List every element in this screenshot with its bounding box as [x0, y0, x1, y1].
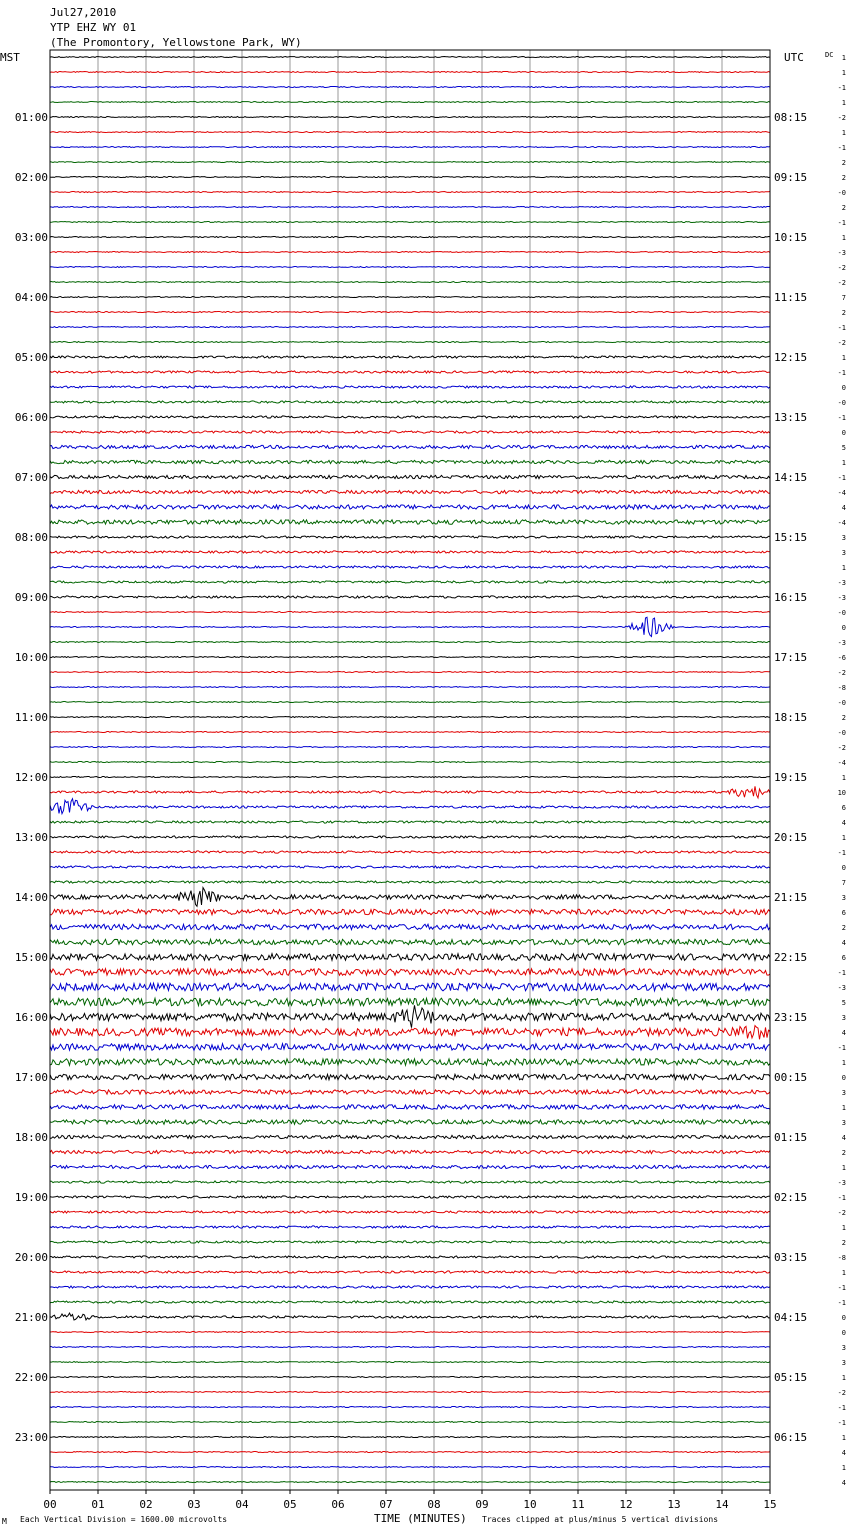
- mst-hour-label: 07:00: [14, 471, 48, 484]
- trace-line: [50, 1452, 770, 1453]
- x-tick-label: 07: [379, 1498, 393, 1511]
- trace-line: [50, 327, 770, 328]
- dc-offset-label: 1: [841, 99, 846, 107]
- trace-line: [50, 386, 770, 388]
- dc-offset-label: 3: [841, 1359, 846, 1367]
- dc-offset-label: -1: [837, 1194, 846, 1202]
- trace-line: [50, 342, 770, 343]
- trace-line: [50, 657, 770, 658]
- dc-offset-label: 2: [841, 309, 846, 317]
- header-date: Jul27,2010: [50, 6, 117, 19]
- trace-line: [50, 1271, 770, 1273]
- trace-line: [50, 596, 770, 598]
- trace-line: [50, 1074, 770, 1079]
- mst-hour-label: 22:00: [14, 1371, 48, 1384]
- trace-line: [50, 431, 770, 433]
- dc-offset-label: 4: [841, 1029, 846, 1037]
- trace-line: [50, 1196, 770, 1198]
- dc-offset-label: -8: [837, 1254, 846, 1262]
- dc-offset-label: -1: [837, 324, 846, 332]
- trace-line: [50, 505, 770, 509]
- trace-line: [50, 520, 770, 524]
- trace-line: [50, 851, 770, 853]
- dc-offset-label: -1: [837, 474, 846, 482]
- dc-offset-label: -3: [837, 639, 846, 647]
- trace-line: [50, 1026, 770, 1040]
- utc-hour-label: 11:15: [774, 291, 808, 304]
- trace-line: [50, 566, 770, 568]
- trace-line: [50, 132, 770, 133]
- x-tick-label: 14: [715, 1498, 729, 1511]
- dc-offset-label: 7: [841, 879, 846, 887]
- trace-line: [50, 147, 770, 148]
- dc-offset-label: 1: [841, 129, 846, 137]
- utc-hour-label: 03:15: [774, 1251, 808, 1264]
- dc-offset-label: 0: [841, 1314, 846, 1322]
- trace-line: [50, 1105, 770, 1109]
- dc-offset-label: 2: [841, 204, 846, 212]
- mst-hour-label: 14:00: [14, 891, 48, 904]
- trace-line: [50, 1467, 770, 1468]
- utc-hour-label: 12:15: [774, 351, 808, 364]
- x-tick-label: 10: [523, 1498, 537, 1511]
- dc-offset-label: 2: [841, 714, 846, 722]
- mst-hour-label: 04:00: [14, 291, 48, 304]
- dc-offset-label: -1: [837, 1284, 846, 1292]
- trace-line: [50, 866, 770, 868]
- x-tick-label: 02: [139, 1498, 153, 1511]
- dc-offset-label: 1: [841, 1059, 846, 1067]
- dc-offset-label: 3: [841, 534, 846, 542]
- trace-line: [50, 551, 770, 553]
- dc-offset-label: -0: [837, 729, 846, 737]
- dc-offset-label: -2: [837, 114, 846, 122]
- dc-offset-label: 7: [841, 294, 846, 302]
- dc-offset-label: 1: [841, 1434, 846, 1442]
- utc-hour-label: 23:15: [774, 1011, 808, 1024]
- x-tick-label: 08: [427, 1498, 441, 1511]
- dc-offset-label: -0: [837, 399, 846, 407]
- trace-line: [50, 1362, 770, 1363]
- trace-line: [50, 117, 770, 118]
- trace-line: [50, 490, 770, 493]
- right-axis-title: UTC: [784, 51, 804, 64]
- trace-line: [50, 72, 770, 73]
- trace-line: [50, 371, 770, 373]
- trace-line: [50, 1301, 770, 1303]
- dc-offset-label: 5: [841, 444, 846, 452]
- trace-line: [50, 1090, 770, 1094]
- trace-line: [50, 401, 770, 403]
- dc-offset-label: -2: [837, 264, 846, 272]
- scale-text: Each Vertical Division = 1600.00 microvolts: [20, 1515, 228, 1524]
- dc-offset-label: 1: [841, 1224, 846, 1232]
- trace-line: [50, 1286, 770, 1288]
- dc-offset-label: -3: [837, 594, 846, 602]
- dc-offset-label: -8: [837, 684, 846, 692]
- x-axis-title: TIME (MINUTES): [374, 1512, 467, 1525]
- dc-offset-label: 1: [841, 1164, 846, 1172]
- dc-offset-label: -1: [837, 1419, 846, 1427]
- mst-hour-label: 12:00: [14, 771, 48, 784]
- dc-offset-label: 2: [841, 1239, 846, 1247]
- dc-offset-label: 4: [841, 504, 846, 512]
- x-tick-label: 05: [283, 1498, 297, 1511]
- trace-line: [50, 702, 770, 703]
- dc-offset-label: -1: [837, 84, 846, 92]
- dc-offset-label: -1: [837, 849, 846, 857]
- dc-offset-label: -4: [837, 759, 846, 767]
- dc-offset-label: -4: [837, 519, 846, 527]
- trace-line: [50, 1226, 770, 1228]
- trace-line: [50, 1135, 770, 1138]
- trace-line: [50, 445, 770, 448]
- dc-offset-label: 3: [841, 1014, 846, 1022]
- mst-hour-label: 15:00: [14, 951, 48, 964]
- dc-offset-label: -3: [837, 579, 846, 587]
- trace-line: [50, 356, 770, 358]
- mst-hour-label: 23:00: [14, 1431, 48, 1444]
- dc-offset-label: 1: [841, 1269, 846, 1277]
- dc-offset-label: -2: [837, 669, 846, 677]
- trace-line: [50, 786, 770, 798]
- trace-line: [50, 1059, 770, 1066]
- dc-offset-label: -3: [837, 984, 846, 992]
- mst-hour-label: 19:00: [14, 1191, 48, 1204]
- dc-offset-label: 0: [841, 624, 846, 632]
- utc-hour-label: 21:15: [774, 891, 808, 904]
- dc-offset-label: 4: [841, 1134, 846, 1142]
- dc-offset-label: 1: [841, 564, 846, 572]
- dc-offset-label: -1: [837, 1404, 846, 1412]
- dc-offset-label: 1: [841, 1464, 846, 1472]
- trace-line: [50, 1256, 770, 1258]
- mst-hour-label: 17:00: [14, 1071, 48, 1084]
- clip-text: Traces clipped at plus/minus 5 vertical divisions: [482, 1515, 719, 1524]
- trace-line: [50, 954, 770, 961]
- trace-line: [50, 1211, 770, 1213]
- dc-offset-label: 3: [841, 1344, 846, 1352]
- dc-offset-label: -1: [837, 969, 846, 977]
- dc-offset-label: 10: [837, 789, 846, 797]
- trace-line: [50, 747, 770, 748]
- mst-hour-label: 03:00: [14, 231, 48, 244]
- dc-offset-label: -1: [837, 1299, 846, 1307]
- dc-offset-label: 3: [841, 894, 846, 902]
- trace-line: [50, 998, 770, 1006]
- dc-offset-label: 1: [841, 834, 846, 842]
- dc-offset-label: 3: [841, 1089, 846, 1097]
- x-tick-label: 12: [619, 1498, 633, 1511]
- mst-hour-label: 21:00: [14, 1311, 48, 1324]
- utc-hour-label: 09:15: [774, 171, 808, 184]
- x-tick-label: 04: [235, 1498, 249, 1511]
- mst-hour-label: 08:00: [14, 531, 48, 544]
- header-station: YTP EHZ WY 01: [50, 21, 137, 34]
- dc-offset-label: 2: [841, 924, 846, 932]
- dc-offset-label: 2: [841, 1149, 846, 1157]
- trace-line: [50, 1437, 770, 1438]
- trace-line: [50, 1150, 770, 1153]
- dc-offset-label: 4: [841, 939, 846, 947]
- dc-offset-label: 2: [841, 159, 846, 167]
- scale-mark: M: [2, 1517, 7, 1526]
- trace-line: [50, 252, 770, 253]
- dc-offset-label: 0: [841, 429, 846, 437]
- trace-line: [50, 460, 770, 463]
- dc-offset-label: 1: [841, 1104, 846, 1112]
- trace-line: [50, 1422, 770, 1423]
- dc-offset-label: 3: [841, 1119, 846, 1127]
- utc-hour-label: 19:15: [774, 771, 808, 784]
- dc-offset-label: -3: [837, 249, 846, 257]
- dc-offset-label: 0: [841, 384, 846, 392]
- utc-hour-label: 05:15: [774, 1371, 808, 1384]
- trace-line: [50, 177, 770, 178]
- dc-offset-label: 2: [841, 174, 846, 182]
- dc-offset-label: -0: [837, 189, 846, 197]
- trace-line: [50, 888, 770, 907]
- trace-line: [50, 821, 770, 823]
- mst-hour-label: 18:00: [14, 1131, 48, 1144]
- trace-line: [50, 1332, 770, 1333]
- dc-offset-label: 4: [841, 819, 846, 827]
- dc-offset-label: 4: [841, 1449, 846, 1457]
- utc-hour-label: 13:15: [774, 411, 808, 424]
- trace-line: [50, 1165, 770, 1168]
- x-tick-label: 01: [91, 1498, 105, 1511]
- trace-line: [50, 475, 770, 478]
- mst-hour-label: 20:00: [14, 1251, 48, 1264]
- left-axis-title: MST: [0, 51, 20, 64]
- trace-line: [50, 1044, 770, 1051]
- dc-offset-label: -2: [837, 1389, 846, 1397]
- trace-line: [50, 192, 770, 193]
- trace-line: [50, 1181, 770, 1183]
- mst-hour-label: 13:00: [14, 831, 48, 844]
- x-tick-label: 11: [571, 1498, 585, 1511]
- utc-hour-label: 04:15: [774, 1311, 808, 1324]
- trace-line: [50, 762, 770, 763]
- trace-line: [50, 57, 770, 58]
- trace-line: [50, 717, 770, 718]
- trace-line: [50, 1407, 770, 1408]
- utc-hour-label: 14:15: [774, 471, 808, 484]
- dc-offset-label: -3: [837, 1179, 846, 1187]
- dc-offset-label: 6: [841, 909, 846, 917]
- trace-line: [50, 87, 770, 88]
- x-tick-label: 03: [187, 1498, 201, 1511]
- dc-offset-label: 1: [841, 459, 846, 467]
- mst-hour-label: 11:00: [14, 711, 48, 724]
- utc-hour-label: 15:15: [774, 531, 808, 544]
- trace-line: [50, 969, 770, 976]
- trace-line: [50, 536, 770, 538]
- dc-offset-label: -6: [837, 654, 846, 662]
- x-tick-label: 00: [43, 1498, 57, 1511]
- dc-offset-label: 1: [841, 54, 846, 62]
- utc-hour-label: 06:15: [774, 1431, 808, 1444]
- trace-line: [50, 416, 770, 418]
- trace-line: [50, 617, 770, 636]
- trace-line: [50, 777, 770, 778]
- trace-line: [50, 1120, 770, 1124]
- trace-line: [50, 312, 770, 313]
- dc-offset-label: 1: [841, 234, 846, 242]
- dc-offset-label: -1: [837, 414, 846, 422]
- trace-line: [50, 162, 770, 163]
- trace-line: [50, 924, 770, 929]
- utc-hour-label: 22:15: [774, 951, 808, 964]
- dc-offset-label: 0: [841, 1329, 846, 1337]
- trace-line: [50, 983, 770, 991]
- dc-offset-label: 3: [841, 549, 846, 557]
- utc-hour-label: 01:15: [774, 1131, 808, 1144]
- trace-line: [50, 909, 770, 914]
- mst-hour-label: 06:00: [14, 411, 48, 424]
- trace-line: [50, 102, 770, 103]
- utc-hour-label: 00:15: [774, 1071, 808, 1084]
- dc-offset-label: -4: [837, 489, 846, 497]
- dc-title: DC: [825, 51, 834, 59]
- trace-line: [50, 581, 770, 583]
- dc-offset-label: -0: [837, 699, 846, 707]
- mst-hour-label: 02:00: [14, 171, 48, 184]
- dc-offset-label: 0: [841, 1074, 846, 1082]
- dc-offset-label: -1: [837, 1044, 846, 1052]
- mst-hour-label: 05:00: [14, 351, 48, 364]
- trace-layer: [50, 57, 770, 1483]
- dc-offset-label: 6: [841, 954, 846, 962]
- trace-line: [50, 207, 770, 208]
- mst-hour-label: 10:00: [14, 651, 48, 664]
- trace-line: [50, 1377, 770, 1378]
- utc-hour-label: 18:15: [774, 711, 808, 724]
- trace-line: [50, 1241, 770, 1243]
- utc-hour-label: 16:15: [774, 591, 808, 604]
- trace-line: [50, 612, 770, 613]
- x-tick-label: 09: [475, 1498, 489, 1511]
- trace-line: [50, 642, 770, 643]
- x-tick-label: 15: [763, 1498, 777, 1511]
- trace-line: [50, 836, 770, 838]
- utc-hour-label: 08:15: [774, 111, 808, 124]
- trace-line: [50, 1313, 770, 1320]
- utc-hour-label: 02:15: [774, 1191, 808, 1204]
- trace-line: [50, 672, 770, 673]
- dc-offset-label: -2: [837, 279, 846, 287]
- trace-line: [50, 732, 770, 733]
- dc-offset-label: 1: [841, 354, 846, 362]
- trace-line: [50, 1005, 770, 1027]
- trace-line: [50, 1347, 770, 1348]
- dc-offset-label: 5: [841, 999, 846, 1007]
- trace-line: [50, 1482, 770, 1483]
- dc-offset-label: -1: [837, 219, 846, 227]
- dc-offset-label: 1: [841, 69, 846, 77]
- trace-line: [50, 1392, 770, 1393]
- x-tick-label: 13: [667, 1498, 681, 1511]
- utc-hour-label: 10:15: [774, 231, 808, 244]
- dc-offset-label: 0: [841, 864, 846, 872]
- trace-line: [50, 222, 770, 223]
- trace-line: [50, 939, 770, 944]
- dc-offset-label: 1: [841, 774, 846, 782]
- header-location: (The Promontory, Yellowstone Park, WY): [50, 36, 302, 49]
- x-tick-label: 06: [331, 1498, 345, 1511]
- dc-offset-label: 4: [841, 1479, 846, 1487]
- dc-offset-label: -1: [837, 369, 846, 377]
- trace-line: [50, 881, 770, 883]
- dc-offset-label: -2: [837, 1209, 846, 1217]
- dc-offset-label: -2: [837, 339, 846, 347]
- trace-line: [50, 237, 770, 238]
- trace-line: [50, 799, 770, 814]
- dc-offset-label: 6: [841, 804, 846, 812]
- mst-hour-label: 09:00: [14, 591, 48, 604]
- mst-hour-label: 16:00: [14, 1011, 48, 1024]
- trace-line: [50, 297, 770, 298]
- trace-line: [50, 687, 770, 688]
- utc-hour-label: 20:15: [774, 831, 808, 844]
- utc-hour-label: 17:15: [774, 651, 808, 664]
- dc-offset-label: -1: [837, 144, 846, 152]
- dc-offset-label: -0: [837, 609, 846, 617]
- dc-offset-label: -2: [837, 744, 846, 752]
- trace-line: [50, 267, 770, 268]
- mst-hour-label: 01:00: [14, 111, 48, 124]
- trace-line: [50, 282, 770, 283]
- dc-offset-label: 1: [841, 1374, 846, 1382]
- label-layer: [15, 54, 846, 1511]
